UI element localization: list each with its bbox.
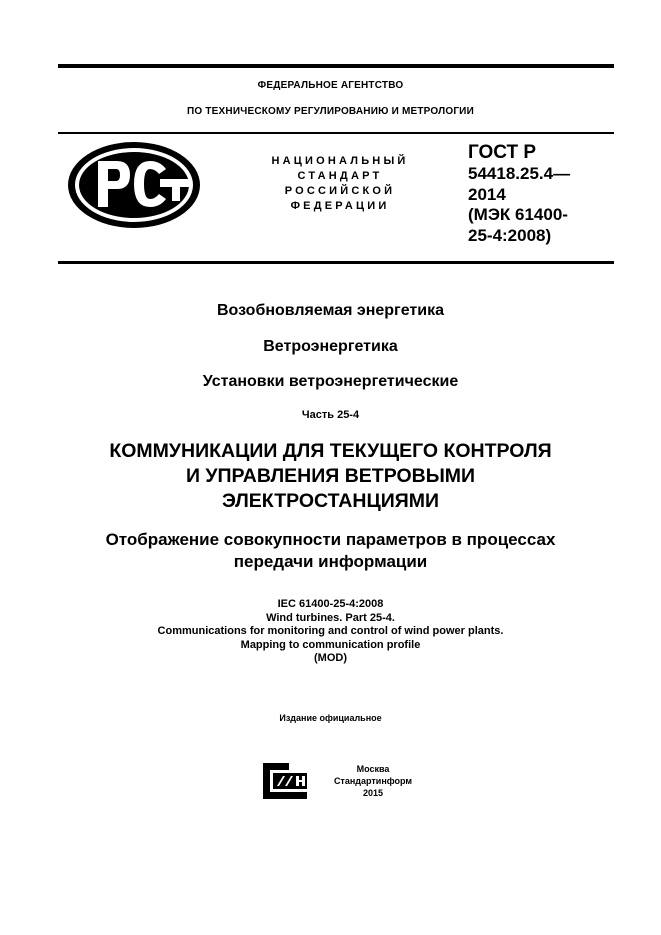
subtitle [0,529,661,573]
english-title-block [0,598,661,666]
main-title-line-3: ЭЛЕКТРОСТАНЦИЯМИ [221,490,439,512]
designation-block [468,141,618,246]
subtitle-line-2: передачи информации [233,552,428,571]
english-line-3: Communications for monitoring and control of wind power plants. [157,625,504,638]
standartinform-logo-icon [259,759,311,803]
publisher-year: 2015 [362,788,384,798]
title-wind-installations: Установки ветроэнергетические [202,373,459,390]
top-rule [58,64,614,68]
rst-logo-icon [62,139,212,231]
header-rule [58,132,614,134]
subtitle-line-1: Отображение совокупности параметров в процессах [105,530,556,549]
designation-line-4: (МЭК 61400- [468,205,568,224]
national-standard-line-3: РОССИЙСКОЙ [284,185,396,197]
publisher-name: Стандартинформ [333,776,413,786]
national-standard-line-4: ФЕДЕРАЦИИ [290,200,390,212]
designation-line-1: ГОСТ Р [468,142,537,163]
main-title [0,439,661,514]
designation-line-5: 25-4:2008) [468,225,552,245]
english-line-2: Wind turbines. Part 25-4. [266,611,395,624]
english-line-5: (MOD) [314,652,347,665]
agency-line-2: ПО ТЕХНИЧЕСКОМУ РЕГУЛИРОВАНИЮ И МЕТРОЛОГИИ [187,106,474,117]
header-bottom-rule [58,261,614,264]
english-line-1: IEC 61400-25-4:2008 [277,598,384,610]
title-renewable-energy: Возобновляемая энергетика [217,302,444,319]
national-standard-line-2: СТАНДАРТ [297,170,383,182]
national-standard-line-1: НАЦИОНАЛЬНЫЙ [271,155,409,167]
english-line-4: Mapping to communication profile [240,638,421,651]
title-wind-energy: Ветроэнергетика [263,338,398,355]
main-title-line-1: КОММУНИКАЦИИ ДЛЯ ТЕКУЩЕГО КОНТРОЛЯ [109,440,552,462]
national-standard-block [252,154,428,214]
publisher-block [320,763,426,799]
part-number: Часть 25-4 [301,409,360,421]
main-title-line-2: И УПРАВЛЕНИЯ ВЕТРОВЫМИ [185,465,476,487]
official-edition: Издание официальное [279,713,382,723]
agency-line-1: ФЕДЕРАЛЬНОЕ АГЕНТСТВО [257,80,404,91]
designation-line-3: 2014 [468,184,506,204]
designation-line-2: 54418.25.4— [468,164,571,183]
publisher-city: Москва [356,764,390,774]
